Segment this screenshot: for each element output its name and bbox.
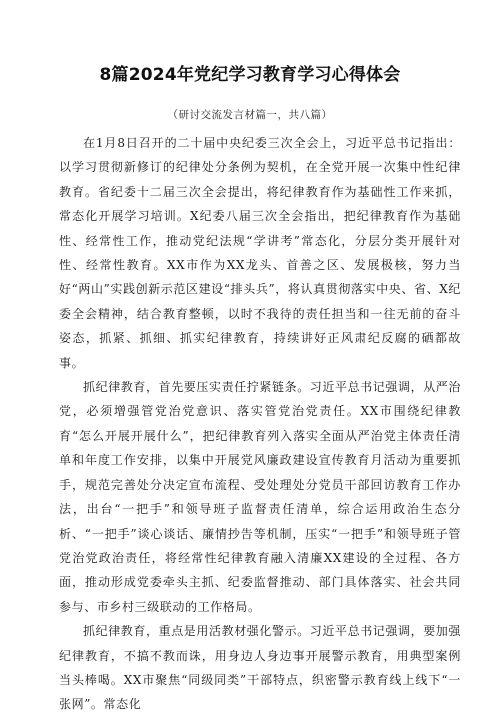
- body-paragraph: 抓纪律教育，重点是用活教材强化警示。习近平总书记强调，要加强纪律教育，不搞不教而诛，用身边人身边事开展警示教育，用典型案例当头棒喝。XX市聚焦“同级同类”干部特点，织密警示教育线上线下“一张网”。常态化: [59, 624, 462, 712]
- document-title: 8篇2024年党纪学习教育学习心得体会: [99, 65, 401, 85]
- document-body: [59, 131, 461, 717]
- document-subtitle: （研讨交流发言材篇一，共八篇）: [167, 109, 333, 121]
- body-paragraph: 在1月8日召开的二十届中央纪委三次全会上，习近平总书记指出：以学习贯彻新修订的纪律处分条例为契机，在全党开展一次集中性纪律教育。省纪委十二届三次全会提出，将纪律教育作为基础性工作来抓，常态化开展学习培训。X纪委八届三次全会指出，把纪律教育作为基础性、经常性工作，推动党纪法规“学讲考”常态化，分层分类开展针对性、经常性教育。XX市作为XX龙头、首善之区、发展极核，努力当好“两山”实践创新示范区建设“排头兵”，将认真贯彻落实中央、省、X纪委全会精神，结合教育整顿，以时不我待的责任担当和一往无前的奋斗姿态，抓紧、抓细、抓实纪律教育，持续讲好正风肃纪反腐的硒都故事。: [59, 136, 461, 370]
- body-paragraph: 抓纪律教育，首先要压实责任拧紧链条。习近平总书记强调，从严治党，必须增强管党治党意识、落实管党治党责任。XX市围绕纪律教育“怎么开展开展什么”，把纪律教育列入落实全面从严治党主体责任清单和年度工作安排，以集中开展党风廉政建设宣传教育月活动为重要抓手，规范完善处分决定宣布流程、受处理处分党员干部回访教育工作办法，出台“一把手”和领导班子监督责任清单，综合运用政治生态分析、“一把手”谈心谈话、廉情抄告等机制，压实“一把手”和领导班子管党治党政治责任，将经常性纪律教育融入清廉XX建设的全过程、各方面，推动形成党委牵头主抓、纪委监督推动、部门具体落实、社会共同参与、市乡村三级联动的工作格局。: [59, 380, 462, 614]
